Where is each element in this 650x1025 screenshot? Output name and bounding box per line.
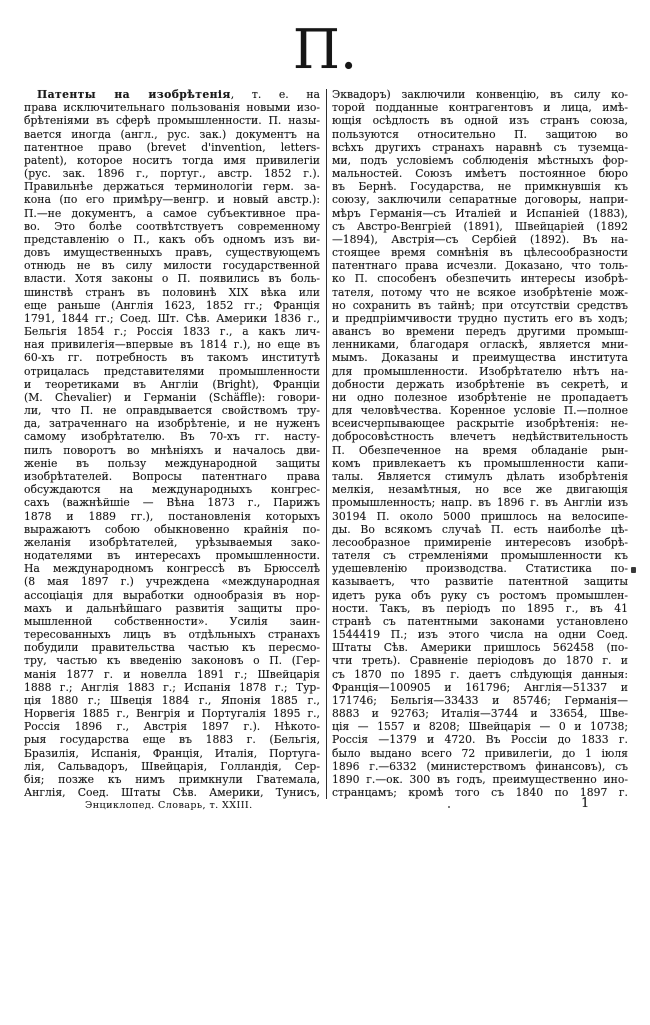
text-line: Норвегія 1885 г., Венгрія и Португалія 1895 г., <box>24 707 320 721</box>
text-line: Эквадоръ) заключили конвенцію, въ силу ко- <box>332 88 628 101</box>
scan-speck <box>631 567 636 573</box>
text-line: но сохранить въ тайнѣ; при отсутствіи средствъ <box>332 298 628 312</box>
text-line: бія; позже къ нимъ примкнули Гватемала, <box>24 772 320 786</box>
text-line: и предпріимчивости трудно пустить его въ ходъ; <box>332 311 628 325</box>
text-line: Англія, Соед. Штаты Сѣв. Америки, Тунисъ, <box>24 786 320 800</box>
text-line: съ Австро-Венгріей (1891), Швейцаріей (1892 <box>332 219 628 233</box>
text-line: союзу, заключили сепаратные договоры, напри- <box>332 193 628 207</box>
text-line: добности держать изобрѣтеніе въ секретѣ, и <box>332 377 628 391</box>
text-line: 1888 г.; Англія 1883 г.; Испанія 1878 г.; Тур- <box>24 680 320 694</box>
text-line: 8883 и 92763; Италія—3744 и 33654, Шве- <box>332 707 628 721</box>
text-line: странцамъ; кромѣ того съ 1840 по 1897 г. <box>332 786 628 800</box>
text-line: талы. Является стимулъ дѣлать изобрѣтенія <box>332 469 628 483</box>
text-line: самому изобрѣтателю. Въ 70-хъ гг. насту- <box>24 430 320 444</box>
text-line: желанія изобрѣтателей, урѣзываемыя зако- <box>24 535 320 549</box>
text-line: промышленность; напр. въ 1896 г. въ Англіи изъ <box>332 496 628 510</box>
text-line: торой подданные контрагентовъ и лица, имѣ- <box>332 101 628 115</box>
text-line: Россія 1896 г., Австрія 1897 г.). Нѣкото- <box>24 720 320 734</box>
article-lead-rest: , т. е. на <box>230 88 320 101</box>
text-line: удешевленію производства. Статистика по- <box>332 562 628 576</box>
text-line: права исключительнаго пользованія новыми изо- <box>24 101 320 115</box>
text-line: еще раньше (Англія 1623, 1852 гг.; Франція <box>24 298 320 312</box>
text-line: ми, подъ условіемъ соблюденія мѣстныхъ фор- <box>332 153 628 167</box>
footer-imprint: Энциклопед. Словарь, т. XXIII. <box>85 800 253 811</box>
text-line: сахъ (важнѣйшіе — Вѣна 1873 г., Парижъ <box>24 496 320 510</box>
text-line: ющія осѣдлость въ одной изъ странъ союза, <box>332 114 628 128</box>
text-line: ная привилегія—впервые въ 1814 г.), но еще въ <box>24 338 320 352</box>
text-line: обсуждаются на международныхъ конгрес- <box>24 483 320 497</box>
text-line: кона (по его примѣру—венгр. и новый австр.): <box>24 193 320 207</box>
text-line: брѣтеніями въ сферѣ промышленности. П. назы- <box>24 114 320 128</box>
text-line: власти. Хотя законы о П. появились въ боль- <box>24 272 320 286</box>
text-line: Правильнѣе держаться терминологіи герм. за- <box>24 180 320 194</box>
text-line: выражаютъ собою обыкновенно крайнія по- <box>24 522 320 536</box>
text-line: Бразилія, Испанія, Франція, Италія, Португа- <box>24 746 320 760</box>
text-line: довъ имущественныхъ правъ, существующемъ <box>24 246 320 260</box>
text-line: для промышленности. Изобрѣтателю нѣтъ на- <box>332 364 628 378</box>
text-line: отрицалась представителями промышленности <box>24 364 320 378</box>
text-line: 1890 г.—ок. 300 въ годъ, преимущественно ино- <box>332 772 628 786</box>
text-line: ассоціація для выработки однообразія въ нор- <box>24 588 320 602</box>
text-line: женіе въ пользу международной защиты <box>24 456 320 470</box>
text-line: П.—не документъ, а самое субъективное пра- <box>24 206 320 220</box>
text-line: мальностей. Союзъ имѣетъ постоянное бюро <box>332 167 628 181</box>
text-line: махъ и дальнѣйшаго развитія защиты про- <box>24 601 320 615</box>
page-number: 1 <box>581 796 590 811</box>
text-line: вается иногда (англ., рус. зак.) документъ на <box>24 127 320 141</box>
text-line: тателя, потому что не всякое изобрѣтеніе мож- <box>332 285 628 299</box>
text-line: чти треть). Сравненіе періодовъ до 1870 г. и <box>332 654 628 668</box>
text-line: ція 1880 г.; Швеція 1884 г., Японія 1885 г., <box>24 693 320 707</box>
text-line: во. Это болѣе соотвѣтствуетъ современному <box>24 219 320 233</box>
text-block <box>24 88 628 799</box>
text-line: странѣ съ патентными законами установлено <box>332 614 628 628</box>
text-line: отнюдь не въ силу милости государственной <box>24 259 320 273</box>
text-line: патентнаго права исчезли. Доказано, что толь- <box>332 259 628 273</box>
text-line: съ 1870 по 1895 г. даетъ слѣдующія данныя: <box>332 667 628 681</box>
text-line: и теоретиками въ Англіи (Bright), Франціи <box>24 377 320 391</box>
text-line: (8 мая 1897 г.) учреждена «международная <box>24 575 320 589</box>
text-line: лесообразное примиреніе интересовъ изобрѣ- <box>332 535 628 549</box>
text-line: пользуются относительно П. защитою во <box>332 127 628 141</box>
text-line: мымъ. Доказаны и преимущества института <box>332 351 628 365</box>
left-column <box>24 88 320 799</box>
text-line: ко П. способенъ обезпечить интересы изобрѣ- <box>332 272 628 286</box>
text-line: 60-хъ гг. потребность въ такомъ институтѣ <box>24 351 320 365</box>
text-line: манія 1877 г. и новелла 1891 г.; Швейцарія <box>24 667 320 681</box>
column-divider <box>326 89 327 799</box>
text-line: всеисчерпывающее раскрытіе изобрѣтенія: не- <box>332 417 628 431</box>
text-line: тересованныхъ лицъ въ отдѣльныхъ странахъ <box>24 628 320 642</box>
text-line: П. Обезпеченное на время обладаніе рын- <box>332 443 628 457</box>
text-line: ни одно полезное изобрѣтеніе не пропадаетъ <box>332 390 628 404</box>
text-line: ды. Во всякомъ случаѣ П. есть наиболѣе цѣ- <box>332 522 628 536</box>
text-line: Россія —1379 и 4720. Въ Россіи до 1833 г. <box>332 733 628 747</box>
text-line: 1878 и 1889 гг.), постановленія которыхъ <box>24 509 320 523</box>
text-line: 1544419 П.; изъ этого числа на одни Соед. <box>332 628 628 642</box>
text-line: стоящее время сомнѣнія въ цѣлесообразности <box>332 246 628 260</box>
text-line: нодателями въ интересахъ промышленности. <box>24 549 320 563</box>
text-line: представленію о П., какъ объ одномъ изъ ви- <box>24 232 320 246</box>
text-line: 30194 П. около 5000 пришлось на велосипе- <box>332 509 628 523</box>
text-line: 171746; Бельгія—33433 и 85746; Германія— <box>332 693 628 707</box>
text-line: ленниками, благодаря огласкѣ, является мни- <box>332 338 628 352</box>
text-line: было выдано всего 72 привилегіи, до 1 іюля <box>332 746 628 760</box>
text-line: ли, что П. не оправдывается свойствомъ тру- <box>24 404 320 418</box>
text-line: На международномъ конгрессѣ въ Брюсселѣ <box>24 562 320 576</box>
text-line: мелкія, незамѣтныя, но все же двигающія <box>332 483 628 497</box>
text-line: патентное право (brevet d'invention, letters- <box>24 140 320 154</box>
text-line: комъ привлекаетъ къ промышленности капи- <box>332 456 628 470</box>
text-line: Штаты Сѣв. Америки пришлось 562458 (по- <box>332 641 628 655</box>
text-line: авансъ во времени передъ другими промыш- <box>332 325 628 339</box>
text-line: рыя государства еще въ 1883 г. (Бельгія, <box>24 733 320 747</box>
text-line: идетъ рука объ руку съ ростомъ промышлен- <box>332 588 628 602</box>
text-line: всѣхъ другихъ странахъ наравнѣ съ туземца- <box>332 140 628 154</box>
text-line: patent), которое носитъ тогда имя привилегіи <box>24 153 320 167</box>
text-line: побудили правительства частью къ пересмо- <box>24 641 320 655</box>
text-line: Бельгія 1854 г.; Россія 1833 г., а какъ лич- <box>24 325 320 339</box>
page-heading: П. <box>292 18 358 81</box>
text-line: тру, частью къ введенію законовъ о П. (Гер- <box>24 654 320 668</box>
text-line: мышленной собственности». Усилія заин- <box>24 614 320 628</box>
text-line: (рус. зак. 1896 г., португ., австр. 1852 г.). <box>24 167 320 181</box>
text-line: добросовѣстность влечетъ недѣйствительность <box>332 430 628 444</box>
text-line: (M. Chevalier) и Германіи (Schäffle): говори- <box>24 390 320 404</box>
right-column <box>332 88 628 799</box>
text-line: ности. Такъ, въ періодъ по 1895 г., въ 41 <box>332 601 628 615</box>
text-line: да, затраченнаго на изобрѣтеніе, и не нуженъ <box>24 417 320 431</box>
text-line: для человѣчества. Коренное условіе П.—полное <box>332 404 628 418</box>
text-line: лія, Сальвадоръ, Швейцарія, Голландія, Сер- <box>24 759 320 773</box>
article-title: Патенты на изобрѣтенія <box>37 88 231 101</box>
text-line: 1791, 1844 гг.; Соед. Шт. Сѣв. Америки 1836 г., <box>24 311 320 325</box>
text-line: ція — 1557 и 8208; Швейцарія — 0 и 10738; <box>332 720 628 734</box>
scan-speck <box>448 806 450 808</box>
text-line: мѣръ Германія—съ Италіей и Испаніей (1883), <box>332 206 628 220</box>
text-line: Франція—100905 и 161796; Англія—51337 и <box>332 680 628 694</box>
text-line: казываетъ, что развитіе патентной защиты <box>332 575 628 589</box>
text-line: —1894), Австрія—съ Сербіей (1892). Въ на- <box>332 232 628 246</box>
text-line: 1896 г.—6332 (министерствомъ финансовъ), съ <box>332 759 628 773</box>
article-lead-line <box>24 88 320 101</box>
text-line: шинствѣ странъ въ половинѣ XIX вѣка или <box>24 285 320 299</box>
text-line: изобрѣтателей. Вопросы патентнаго права <box>24 469 320 483</box>
text-line: тателя съ стремленіями промышленности къ <box>332 549 628 563</box>
text-line: въ Бернѣ. Государства, не примкнувшія къ <box>332 180 628 194</box>
text-line: пилъ поворотъ во мнѣніяхъ и началось дви- <box>24 443 320 457</box>
